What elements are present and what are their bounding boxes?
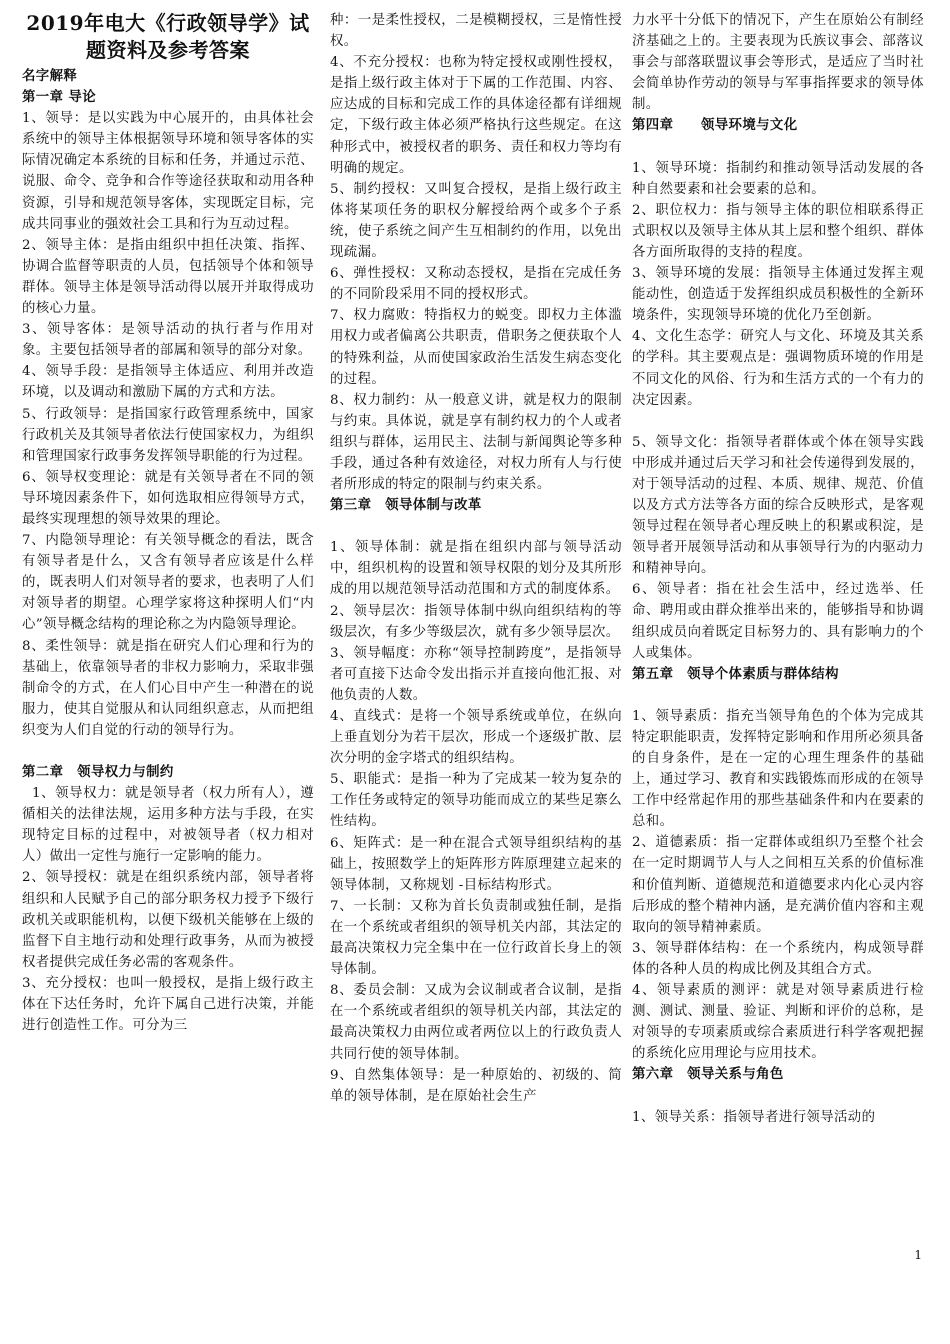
paragraph: 8、权力制约：从一般意义讲，就是权力的限制与约束。具体说，就是享有制约权力的个人或者组织与群体，运用民主、法制与新闻舆论等多种手段，通过各种有效途径，对权力所有人与行使者所形成的特定的限制与约束关系。: [330, 392, 622, 493]
spacer: [632, 1086, 924, 1107]
paragraph: 1、领导体制：就是指在组织内部与领导活动中，组织机构的设置和领导权限的划分及其所形成的用以规范领导活动范围和方式的制度体系。: [330, 540, 622, 598]
paragraph: 4、文化生态学：研究人与文化、环境及其关系的学科。其主要观点是：强调物质环境的作用是不同文化的风俗、行为和生活方式的一个有力的决定因素。: [632, 329, 924, 408]
paragraph: 8、柔性领导：就是指在研究人们心理和行为的基础上，依靠领导者的非权力影响力，采取非强制命令的方式，在人们心目中产生一种潜在的说服力，使其自觉服从和认同组织意志，从而把组织变为人们自觉的行动的领导行为。: [22, 638, 314, 738]
spacer: [632, 411, 924, 432]
chapter-heading: 第六章 领导关系与角色: [632, 1066, 784, 1083]
paragraph: 4、领导手段：是指领导主体适应、利用并改造环境，以及调动和激励下属的方式和方法。: [22, 364, 314, 401]
paragraph: 8、委员会制：又成为会议制或者合议制，是指在一个系统或者组织的领导机关内部，其法定的最高决策权力由两位或者两位以上的行政负责人共同行使的领导体制。: [330, 983, 622, 1062]
paragraph: 7、权力腐败：特指权力的蜕变。即权力主体滥用权力或者偏离公共职责，借职务之便获取个人的特殊利益，从而使国家政治生活发生病态变化的过程。: [330, 308, 622, 387]
paragraph: 4、领导素质的测评：就是对领导素质进行检测、测试、测量、验证、判断和评价的总称，是对领导的专项素质或综合素质进行科学客观把握的系统化应用理论与应用技术。: [632, 983, 924, 1062]
chapter-heading: 第一章 导论: [22, 89, 97, 106]
paragraph: 7、一长制：又称为首长负责制或独任制，是指在一个系统或者组织的领导机关内部，其法定的最高决策权力完全集中在一位行政首长身上的领导体制。: [330, 898, 622, 978]
paragraph: 力水平十分低下的情况下，产生在原始公有制经济基础之上的。主要表现为氏族议事会、部落议事会与部落联盟议事会等形式，是适应了当时社会简单协作劳动的领导与军事指挥要求的领导体制。: [632, 13, 924, 113]
paragraph: 6、领导者：指在社会生活中，经过选举、任命、聘用或由群众推举出来的，能够指导和协调组织成员向着既定目标努力的、具有影响力的个人或集体。: [632, 582, 924, 661]
paragraph: 3、充分授权：也叫一般授权，是指上级行政主体在下达任务时，允许下属自己进行决策，并能进行创造性工作。可分为三: [22, 975, 314, 1034]
paragraph: 6、矩阵式：是一种在混合式领导组织结构的基础上，按照数学上的矩阵形方阵原理建立起来的领导体制，又称规划 -目标结构形式。: [330, 835, 622, 893]
paragraph: 2、领导授权：就是在组织系统内部，领导者将组织和人民赋予自己的部分职务权力授予下级行政机关或职能机构，以便下级机关能够在上级的监督下自主地行动和处理行政事务，从而为被授权者提供完成任务必需的客观条件。: [22, 870, 314, 970]
chapter-heading: 第三章 领导体制与改革: [330, 497, 482, 514]
paragraph: 5、领导文化：指领导者群体或个体在领导实践中形成并通过后天学习和社会传递得到发展的，对于领导活动的过程、本质、规律、规范、价值以及方式方法等各方面的综合反映形式，是客观领导过程在领导者心理反映上的积累或积淀，是领导者开展领导活动和从事领导行为的内驱动力和精神导向。: [632, 434, 924, 577]
chapter-heading: 第五章 领导个体素质与群体结构: [632, 665, 839, 682]
paragraph: 6、领导权变理论：就是有关领导者在不同的领导环境因素条件下，如何选取相应得领导方式，最终实现理想的领导效果的理论。: [22, 469, 314, 527]
paragraph: 2、道德素质：指一定群体或组织乃至整个社会在一定时期调节人与人之间相互关系的价值标准和价值判断、道德规范和道德要求内化心灵内容后形成的整个精神内涵，是充满价值内容和主观取向的领导精神素质。: [632, 835, 924, 935]
section-heading: 名字解释: [22, 68, 78, 84]
paragraph: 5、行政领导：是指国家行政管理系统中，国家行政机关及其领导者依法行使国家权力，为组织和管理国家行政事务发挥领导职能的行为过程。: [22, 406, 314, 464]
document-page: [22, 10, 930, 1310]
spacer: [22, 741, 314, 762]
chapter-heading: 第四章 领导环境与文化: [632, 117, 798, 134]
paragraph: 5、制约授权：又叫复合授权，是指上级行政主体将某项任务的职权分解授给两个或多个子系统，使子系统之间产生互相制约的作用，以免出现疏漏。: [330, 181, 622, 261]
paragraph: 2、领导主体：是指由组织中担任决策、指挥、协调合监督等职责的人员，包括领导个体和领导群体。领导主体是领导活动得以展开并取得成功的核心力量。: [22, 237, 314, 317]
column-2: [330, 10, 622, 1107]
paragraph: 5、职能式：是指一种为了完成某一较为复杂的工作任务或特定的领导功能而成立的某些足寨么性结构。: [330, 772, 622, 830]
paragraph: 1、领导关系：指领导者进行领导活动的: [632, 1109, 876, 1125]
column-1: [22, 10, 314, 1036]
paragraph: 1、领导权力：就是领导者（权力所有人），遵循相关的法律法规，运用多种方法与手段，在实现特定目标的过程中，对被领导者（权力相对人）做出一定性与施行一定影响的能力。: [22, 786, 314, 865]
column-3: [632, 10, 924, 1128]
paragraph: 7、内隐领导理论：有关领导概念的看法，既含有领导者是什么，又含有领导者应该是什么样的，既表明人们对领导者的要求，也表明了人们对领导者的期望。心理学家将这种探明人们“内心”领导概念结构的理论称之为内隐领导理论。: [22, 533, 314, 633]
paragraph: 3、领导群体结构：在一个系统内，构成领导群体的各种人员的构成比例及其组合方式。: [632, 940, 924, 977]
paragraph: 6、弹性授权：又称动态授权，是指在完成任务的不同阶段采用不同的授权形式。: [330, 266, 622, 303]
paragraph: 4、不充分授权：也称为特定授权或刚性授权，是指上级行政主体对于下属的工作范围、内容、应达成的目标和完成工作的具体途径都有详细规定，下级行政主体必须严格执行这些规定。在这种形式中，被授权者的职务、责任和权力等均有明确的规定。: [330, 55, 622, 176]
paragraph: 3、领导幅度：亦称“领导控制跨度”，是指领导者可直接下达命令发出指示并直接向他汇报、对他负责的人数。: [330, 645, 622, 703]
paragraph: 种：一是柔性授权，二是模糊授权，三是惰性授权。: [330, 13, 622, 50]
document-title: 2019年电大《行政领导学》试题资料及参考答案: [26, 11, 310, 62]
paragraph: 4、直线式：是将一个领导系统或单位，在纵向上垂直划分为若干层次，形成一个逐级扩散、层次分明的金字塔式的组织结构。: [330, 709, 622, 767]
paragraph: 2、领导层次：指领导体制中纵向组织结构的等级层次，有多少等级层次，就有多少领导层次。: [330, 603, 622, 640]
spacer: [330, 516, 622, 537]
page-number: 1: [914, 1248, 922, 1262]
paragraph: 1、领导环境：指制约和推动领导活动发展的各种自然要素和社会要素的总和。: [632, 160, 924, 197]
spacer: [632, 137, 924, 158]
spacer: [632, 685, 924, 706]
paragraph: 1、领导：是以实践为中心展开的，由具体社会系统中的领导主体根据领导环境和领导客体的实际情况确定本系统的目标和任务，并通过示范、说服、命令、竞争和合作等途径获取和动用各种资源，引导和规范领导客体，实现既定目标，完成共同事业的强效社会工具和行为互动过程。: [22, 111, 314, 232]
paragraph: 2、职位权力：指与领导主体的职位相联系得正式职权以及领导主体从其上层和整个组织、群体各方面所取得的支持的程度。: [632, 202, 924, 260]
paragraph: 3、领导环境的发展：指领导主体通过发挥主观能动性，创造适于发挥组织成员积极性的全新环境条件，实现领导环境的优化乃至创新。: [632, 266, 924, 324]
paragraph: 9、自然集体领导：是一种原始的、初级的、简单的领导体制，是在原始社会生产: [330, 1067, 622, 1104]
paragraph: 1、领导素质：指充当领导角色的个体为完成其特定职能职责，发挥特定影响和作用所必须具备的自身条件，是在一定的心理生理条件的基础上，通过学习、教育和实践锻炼而形成的在领导工作中经常起作用的那些基础条件和内在要素的总和。: [632, 708, 924, 830]
paragraph: 3、领导客体：是领导活动的执行者与作用对象。主要包括领导者的部属和领导的部分对象。: [22, 322, 314, 359]
chapter-heading: 第二章 领导权力与制约: [22, 764, 174, 780]
